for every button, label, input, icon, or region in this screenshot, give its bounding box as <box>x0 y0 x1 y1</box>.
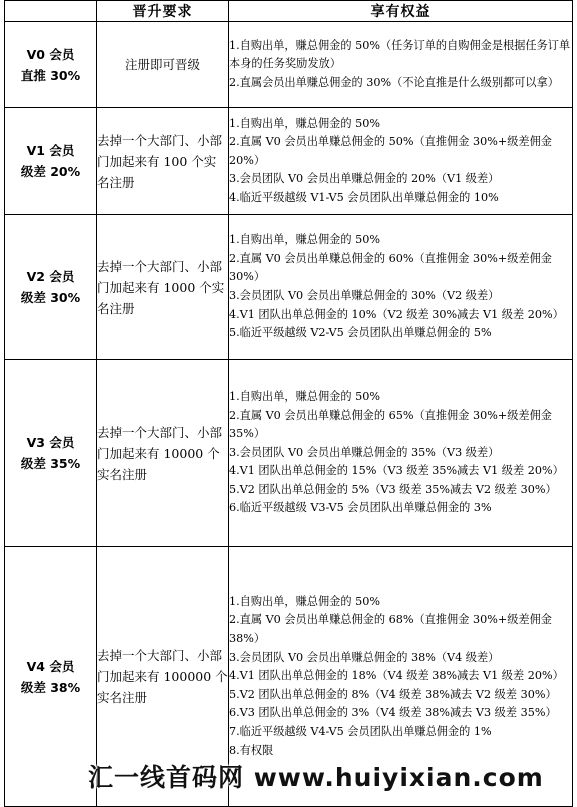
benefit-item: 3.会员团队 V0 会员出单赚总佣金的 35%（V3 级差） <box>229 445 500 459</box>
requirement-cell: 注册即可晋级 <box>97 22 229 108</box>
level-cell <box>5 547 97 807</box>
benefits-cell <box>229 547 573 807</box>
benefit-item: 1.自购出单，赚总佣金的 50% <box>229 594 380 608</box>
benefit-item: 1.自购出单，赚总佣金的 50%（任务订单的自购佣金是根据任务订单本身的任务奖励发放） <box>229 38 571 71</box>
benefit-item: 6.V3 团队出单总佣金的 3%（V4 级差 38%减去 V3 级差 35%） <box>229 706 557 720</box>
table-row-v1 <box>5 108 573 215</box>
benefit-item: 6.临近平级越级 V3-V5 会员团队出单赚总佣金的 3% <box>229 501 492 515</box>
benefit-item: 5.V2 团队出单总佣金的 8%（V4 级差 38%减去 V2 级差 30%） <box>229 687 557 701</box>
level-name: V2 会员 <box>26 269 75 284</box>
level-rate: 直推 30% <box>20 67 81 83</box>
benefit-item: 4.V1 团队出单总佣金的 18%（V4 级差 38%减去 V1 级差 20%） <box>229 669 564 683</box>
benefits-cell <box>229 215 573 360</box>
requirement-cell: 去掉一个大部门、小部门加起来有 100000 个实名注册 <box>97 547 229 807</box>
level-cell <box>5 22 97 108</box>
benefit-item: 4.V1 团队出单总佣金的 10%（V2 级差 30%减去 V1 级差 20%） <box>229 307 564 321</box>
benefits-cell <box>229 360 573 547</box>
header-requirement: 晋升要求 <box>97 1 229 22</box>
level-rate: 级差 38% <box>20 679 81 695</box>
benefit-item: 5.V2 团队出单总佣金的 5%（V3 级差 35%减去 V2 级差 30%） <box>229 482 557 496</box>
table-row-v4 <box>5 547 573 807</box>
level-cell <box>5 215 97 360</box>
header-benefits: 享有权益 <box>229 1 573 22</box>
benefit-item: 5.临近平级越级 V2-V5 会员团队出单赚总佣金的 5% <box>229 326 492 340</box>
table-row-v2 <box>5 215 573 360</box>
benefit-item: 2.直属会员出单赚总佣金的 30%（不论直推是什么级别都可以拿） <box>229 75 559 89</box>
requirement-cell: 去掉一个大部门、小部门加起来有 1000 个实名注册 <box>97 215 229 360</box>
requirement-cell: 去掉一个大部门、小部门加起来有 10000 个实名注册 <box>97 360 229 547</box>
table-header-row <box>5 1 573 22</box>
membership-level-table <box>4 0 573 807</box>
benefits-cell <box>229 22 573 108</box>
header-level <box>5 1 97 22</box>
benefit-item: 2.直属 V0 会员出单赚总佣金的 50%（直推佣金 30%+级差佣金 20%） <box>229 135 552 167</box>
benefit-item: 1.自购出单，赚总佣金的 50% <box>229 116 380 130</box>
benefit-item: 3.会员团队 V0 会员出单赚总佣金的 30%（V2 级差） <box>229 289 500 302</box>
benefit-item: 2.直属 V0 会员出单赚总佣金的 60%（直推佣金 30%+级差佣金 30%） <box>229 251 552 284</box>
level-rate: 级差 30% <box>20 290 81 305</box>
benefit-item: 1.自购出单，赚总佣金的 50% <box>229 389 380 403</box>
benefit-item: 4.临近平级越级 V1-V5 会员团队出单赚总佣金的 10% <box>229 190 499 204</box>
level-name: V3 会员 <box>26 435 75 450</box>
benefit-item: 3.会员团队 V0 会员出单赚总佣金的 20%（V1 级差） <box>229 172 500 186</box>
benefit-item: 4.V1 团队出单总佣金的 15%（V3 级差 35%减去 V1 级差 20%） <box>229 464 564 478</box>
benefit-item: 2.直属 V0 会员出单赚总佣金的 68%（直推佣金 30%+级差佣金 38%） <box>229 613 552 646</box>
level-cell <box>5 108 97 215</box>
level-name: V0 会员 <box>26 46 75 62</box>
level-cell <box>5 360 97 547</box>
benefits-cell <box>229 108 573 215</box>
benefit-item: 1.自购出单，赚总佣金的 50% <box>229 233 380 247</box>
level-rate: 级差 20% <box>20 164 81 179</box>
benefit-item: 2.直属 V0 会员出单赚总佣金的 65%（直推佣金 30%+级差佣金 35%） <box>229 408 552 441</box>
benefit-item: 7.临近平级越级 V4-V5 会员团队出单赚总佣金的 1% <box>229 724 492 738</box>
level-name: V4 会员 <box>26 658 75 674</box>
table-row-v0 <box>5 22 573 108</box>
benefit-item: 3.会员团队 V0 会员出单赚总佣金的 38%（V4 级差） <box>229 650 500 664</box>
level-name: V1 会员 <box>26 143 75 158</box>
requirement-cell: 去掉一个大部门、小部门加起来有 100 个实名注册 <box>97 108 229 215</box>
site-watermark: 汇一线首码网 www.huiyixian.com <box>88 763 544 792</box>
table-row-v3 <box>5 360 573 547</box>
benefit-item: 8.有权限 <box>229 743 274 757</box>
level-rate: 级差 35% <box>20 456 81 471</box>
